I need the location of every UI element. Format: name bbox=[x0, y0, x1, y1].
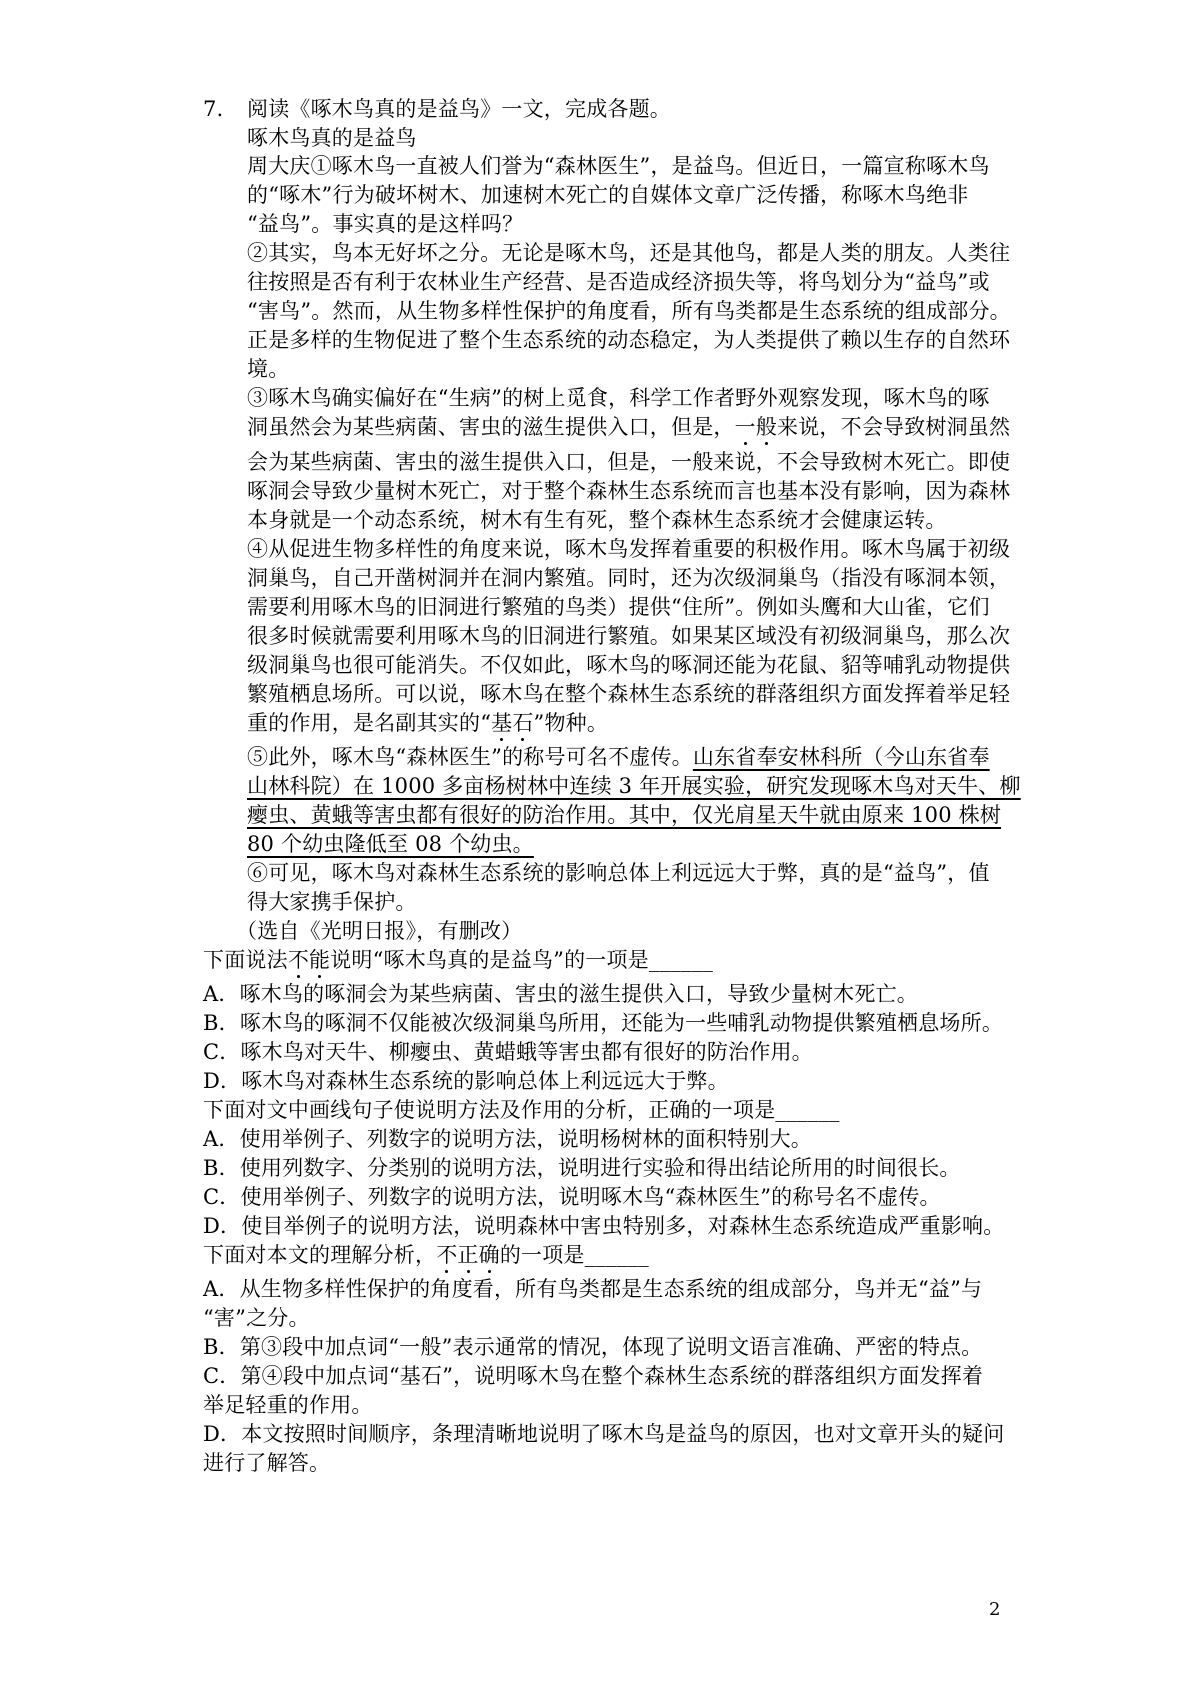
text-line: 很多时候就需要利用啄木鸟的旧洞进行繁殖。如果某区域没有初级洞巢鸟，那么次 bbox=[247, 624, 1011, 648]
text-line: ④从促进生物多样性的角度来说，啄木鸟发挥着重要的积极作用。啄木鸟属于初级 bbox=[247, 537, 1011, 561]
underlined-sentence: 80 个幼虫隆低至 08 个幼虫。 bbox=[247, 832, 534, 856]
emphasis-dot-word: 石 bbox=[512, 711, 534, 735]
underlined-sentence: 山林科院）在 1000 多亩杨树林中连续 3 年开展实验，研究发现啄木鸟对天牛、柳 bbox=[247, 774, 1021, 798]
text-line: ⑥可见，啄木鸟对森林生态系统的影响总体上利远远大于弊，真的是“益鸟”，值 bbox=[247, 861, 990, 885]
answer-option: C．使用举例子、列数字的说明方法，说明啄木鸟“森林医生”的称号名不虚传。 bbox=[203, 1185, 941, 1209]
emphasis-dot-word: 正 bbox=[457, 1243, 479, 1267]
text-line: ⑤此外，啄木鸟“森林医生”的称号可名不虚传。山东省奉安林科所（今山东省奉 bbox=[247, 745, 990, 769]
article-title: 啄木鸟真的是益鸟 bbox=[247, 126, 417, 150]
answer-option: D．啄木鸟对森林生态系统的影响总体上利远远大于弊。 bbox=[203, 1069, 729, 1093]
answer-option: B．使用列数字、分类别的说明方法，说明进行实验和得出结论所用的时间很长。 bbox=[203, 1156, 961, 1180]
question-stem: 下面对本文的理解分析，不正确的一项是______ bbox=[203, 1243, 649, 1267]
question-number: 7. bbox=[203, 97, 224, 121]
text-line: 得大家携手保护。 bbox=[247, 890, 417, 914]
emphasis-dot-word: 基 bbox=[491, 711, 513, 735]
answer-option: A．从生物多样性保护的角度看，所有鸟类都是生态系统的组成部分，鸟并无“益”与 bbox=[203, 1277, 983, 1301]
text-line: ③啄木鸟确实偏好在“生病”的树上觅食，科学工作者野外观察发现，啄木鸟的啄 bbox=[247, 386, 990, 410]
text-line: 的“啄木”行为破坏树木、加速树木死亡的自媒体文章广泛传播，称啄木鸟绝非 bbox=[247, 183, 969, 207]
text-line: 级洞巢鸟也很可能消失。不仅如此，啄木鸟的啄洞还能为花鼠、貂等哺乳动物提供 bbox=[247, 653, 1011, 677]
emphasis-dot-word: 般 bbox=[755, 415, 778, 439]
answer-option: A．使用举例子、列数字的说明方法，说明杨树林的面积特别大。 bbox=[203, 1127, 812, 1151]
answer-option: C．啄木鸟对天牛、柳瘿虫、黄蜡蛾等害虫都有很好的防治作用。 bbox=[203, 1040, 813, 1064]
answer-option: 举足轻重的作用。 bbox=[203, 1393, 373, 1417]
text-line: 境。 bbox=[247, 357, 290, 381]
page-number: 2 bbox=[989, 1599, 1001, 1620]
text-line: 洞虽然会为某些病菌、害虫的滋生提供入口，但是，一般来说，不会导致树洞虽然 bbox=[247, 415, 1011, 439]
answer-option: D．使目举例子的说明方法，说明森林中害虫特别多，对森林生态系统造成严重影响。 bbox=[203, 1214, 1005, 1238]
text-line: 啄洞会导致少量树木死亡，对于整个森林生态系统而言也基本没有影响，因为森林 bbox=[247, 479, 1011, 503]
text-line: 需要利用啄木鸟的旧洞进行繁殖的鸟类）提供“住所”。例如头鹰和大山雀，它们 bbox=[247, 595, 990, 619]
answer-option: A．啄木鸟的啄洞会为某些病菌、害虫的滋生提供入口，导致少量树木死亡。 bbox=[203, 982, 918, 1006]
underlined-sentence: 山东省奉安林科所（今山东省奉 bbox=[692, 745, 990, 769]
question-intro: 阅读《啄木鸟真的是益鸟》一文，完成各题。 bbox=[247, 97, 671, 121]
question-stem: 下面对文中画线句子使说明方法及作用的分析，正确的一项是______ bbox=[203, 1098, 840, 1122]
text-line: “害鸟”。然而，从生物多样性保护的角度看，所有鸟类都是生态系统的组成部分。 bbox=[247, 299, 1011, 323]
question-stem: 下面说法不能说明“啄木鸟真的是益鸟”的一项是______ bbox=[203, 948, 714, 972]
answer-option: D．本文按照时间顺序，条理清晰地说明了啄木鸟是益鸟的原因，也对文章开头的疑问 bbox=[203, 1422, 1005, 1446]
text-line: 往按照是否有利于农林业生产经营、是否造成经济损失等，将鸟划分为“益鸟”或 bbox=[247, 270, 990, 294]
text-line: 洞巢鸟，自己开凿树洞并在洞内繁殖。同时，还为次级洞巢鸟（指没有啄洞本领， bbox=[247, 566, 1011, 590]
answer-option: “害”之分。 bbox=[203, 1306, 310, 1330]
text-line: 会为某些病菌、害虫的滋生提供入口，但是，一般来说，不会导致树木死亡。即使 bbox=[247, 450, 1011, 474]
text-line: “益鸟”。事实真的是这样吗？ bbox=[247, 212, 524, 236]
answer-option: C．第④段中加点词“基石”，说明啄木鸟在整个森林生态系统的群落组织方面发挥着 bbox=[203, 1364, 984, 1388]
text-line: 重的作用，是名副其实的“基石”物种。 bbox=[247, 711, 609, 735]
text-line: 正是多样的生物促进了整个生态系统的动态稳定，为人类提供了赖以生存的自然环 bbox=[247, 328, 1011, 352]
emphasis-dot-word: 确 bbox=[478, 1243, 500, 1267]
underlined-sentence: 瘿虫、黄蛾等害虫都有很好的防治作用。其中，仅光肩星天牛就由原来 100 株树 bbox=[247, 803, 1002, 827]
source-note: （选自《光明日报》，有删改） bbox=[236, 919, 523, 943]
text-line: 繁殖栖息场所。可以说，啄木鸟在整个森林生态系统的群落组织方面发挥着举足轻 bbox=[247, 682, 1011, 706]
text-line: ②其实，鸟本无好坏之分。无论是啄木鸟，还是其他鸟，都是人类的朋友。人类往 bbox=[247, 241, 1011, 265]
emphasis-dot-word: 不 bbox=[436, 1243, 458, 1267]
emphasis-dot-word: 能 bbox=[309, 948, 331, 972]
answer-option: 进行了解答。 bbox=[203, 1451, 331, 1475]
text-line: 周大庆①啄木鸟一直被人们誉为“森林医生”，是益鸟。但近日，一篇宣称啄木鸟 bbox=[247, 154, 990, 178]
emphasis-dot-word: 一 bbox=[734, 415, 756, 439]
answer-option: B．第③段中加点词“一般”表示通常的情况，体现了说明文语言准确、严密的特点。 bbox=[203, 1335, 983, 1359]
emphasis-dot-word: 不 bbox=[287, 948, 310, 972]
text-line: 本身就是一个动态系统，树木有生有死，整个森林生态系统才会健康运转。 bbox=[247, 508, 947, 532]
answer-option: B．啄木鸟的啄洞不仅能被次级洞巢鸟所用，还能为一些哺乳动物提供繁殖栖息场所。 bbox=[203, 1011, 1004, 1035]
